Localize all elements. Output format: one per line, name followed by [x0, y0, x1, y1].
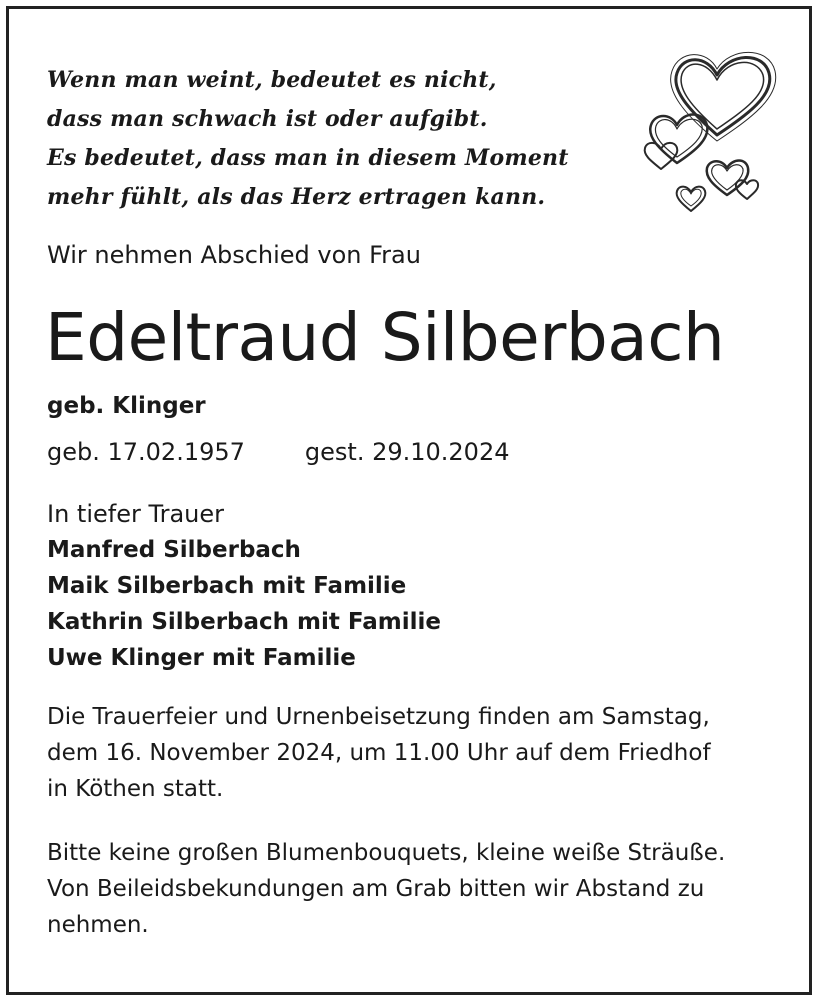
poem-line: dass man schwach ist oder aufgibt. [47, 106, 488, 132]
ceremony-line: Die Trauerfeier und Urnenbeisetzung finden am Samstag, [47, 704, 710, 730]
life-dates [47, 434, 510, 470]
maiden-name: geb. Klinger [47, 393, 206, 419]
death-date: gest. 29.10.2024 [304, 438, 510, 466]
ceremony-notice [47, 699, 787, 807]
request-line: Bitte keine großen Blumenbouquets, kleine weiße Sträuße. [47, 840, 726, 866]
mourning-label: In tiefer Trauer [47, 500, 225, 528]
poem-line: Wenn man weint, bedeutet es nicht, [47, 67, 497, 93]
mourner-name: Kathrin Silberbach mit Familie [47, 609, 442, 635]
obituary-frame [6, 6, 812, 995]
request-line: Von Beileidsbekundungen am Grab bitten wir Abstand zu [47, 876, 705, 902]
deceased-name: Edeltraud Silberbach [45, 299, 725, 376]
ceremony-line: in Köthen statt. [47, 776, 224, 802]
mourner-name: Manfred Silberbach [47, 537, 301, 563]
poem-quote [47, 61, 637, 217]
poem-line: Es bedeutet, dass man in diesem Moment [47, 145, 569, 171]
mourner-name: Uwe Klinger mit Familie [47, 645, 356, 671]
request-line: nehmen. [47, 912, 149, 938]
family-request [47, 835, 787, 943]
farewell-intro: Wir nehmen Abschied von Frau [47, 241, 421, 269]
birth-date: geb. 17.02.1957 [47, 438, 245, 466]
poem-line: mehr fühlt, als das Herz ertragen kann. [47, 184, 546, 210]
ceremony-line: dem 16. November 2024, um 11.00 Uhr auf dem Friedhof [47, 740, 711, 766]
mourners-list [47, 532, 441, 676]
hearts-icon [639, 45, 785, 215]
mourner-name: Maik Silberbach mit Familie [47, 573, 407, 599]
